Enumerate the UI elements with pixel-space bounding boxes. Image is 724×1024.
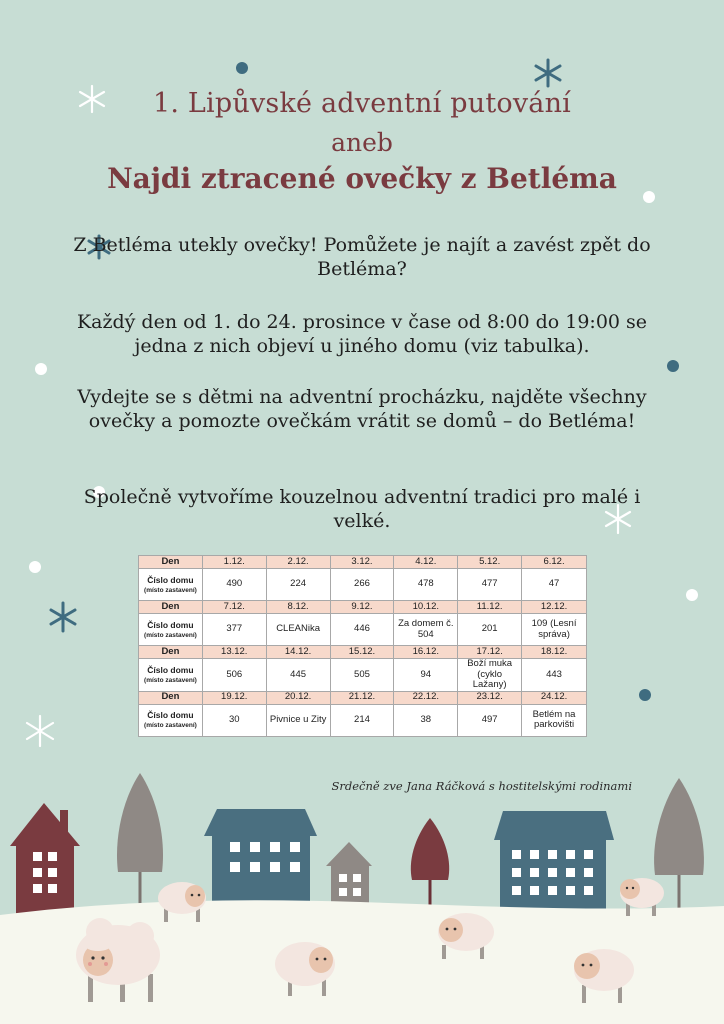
walk-paragraph: Vydejte se s dětmi na adventní procházku, najděte všechny ovečky a pomozte ovečkám vrátit se domů – do Betléma! [77, 386, 647, 432]
day-cell: 14.12. [266, 646, 330, 659]
day-cell: 9.12. [330, 601, 394, 614]
house-cell: Za domem č. 504 [394, 614, 458, 646]
house-sublabel: (místo zastavení) [144, 631, 197, 639]
house-sublabel: (místo zastavení) [144, 586, 197, 594]
table-row [139, 691, 587, 704]
day-cell: 17.12. [458, 646, 522, 659]
house-label [139, 569, 203, 601]
house-label-text: Číslo domu [147, 664, 194, 675]
house-cell: 201 [458, 614, 522, 646]
day-cell: 7.12. [202, 601, 266, 614]
house-label [139, 659, 203, 692]
table-row [139, 601, 587, 614]
house-cell: Boží muka (cyklo Lažany) [458, 659, 522, 692]
day-cell: 2.12. [266, 556, 330, 569]
house-label-text: Číslo domu [147, 574, 194, 585]
schedule-paragraph: Každý den od 1. do 24. prosince v čase od 8:00 do 19:00 se jedna z nich objeví u jiného domu (viz tabulka). [76, 311, 648, 357]
day-cell: 21.12. [330, 691, 394, 704]
house-icon [204, 809, 317, 908]
house-cell: 94 [394, 659, 458, 692]
house-cell: 109 (Lesní správa) [522, 614, 587, 646]
house-label-text: Číslo domu [147, 619, 194, 630]
day-cell: 6.12. [522, 556, 587, 569]
house-cell: CLEANika [266, 614, 330, 646]
table-row [139, 659, 587, 692]
day-cell: 22.12. [394, 691, 458, 704]
house-cell: 38 [394, 704, 458, 736]
day-cell: 15.12. [330, 646, 394, 659]
day-cell: 1.12. [202, 556, 266, 569]
house-cell: Betlém na parkovišti [522, 704, 587, 736]
title-line-1: 1. Lipůvské adventní putování [152, 88, 572, 119]
house-cell: 497 [458, 704, 522, 736]
house-cell: Pivnice u Zity [266, 704, 330, 736]
house-cell: 445 [266, 659, 330, 692]
day-cell: 3.12. [330, 556, 394, 569]
day-cell: 23.12. [458, 691, 522, 704]
day-cell: 24.12. [522, 691, 587, 704]
day-cell: 4.12. [394, 556, 458, 569]
house-cell: 506 [202, 659, 266, 692]
snowflake-icon [27, 716, 53, 746]
table-row [139, 569, 587, 601]
house-icon [494, 811, 614, 916]
house-cell: 30 [202, 704, 266, 736]
intro-paragraph: Z Betléma utekly ovečky! Pomůžete je najít a zavést zpět do Betléma? [73, 234, 651, 280]
house-cell: 505 [330, 659, 394, 692]
signature: Srdečně zve Jana Ráčková s hostitelskými rodinami [331, 779, 632, 793]
title-line-2: aneb [331, 128, 393, 157]
house-cell: 266 [330, 569, 394, 601]
day-cell: 19.12. [202, 691, 266, 704]
star-icon [536, 60, 560, 86]
day-cell: 18.12. [522, 646, 587, 659]
tree-icon [411, 818, 449, 905]
house-label [139, 704, 203, 736]
house-cell: 446 [330, 614, 394, 646]
day-cell: 11.12. [458, 601, 522, 614]
day-cell: 12.12. [522, 601, 587, 614]
day-cell: 13.12. [202, 646, 266, 659]
house-sublabel: (místo zastavení) [144, 722, 197, 729]
house-cell: 47 [522, 569, 587, 601]
table-row [139, 646, 587, 659]
house-cell: 477 [458, 569, 522, 601]
tradition-paragraph: Společně vytvoříme kouzelnou adventní tradici pro malé i velké. [83, 486, 641, 532]
day-cell: 8.12. [266, 601, 330, 614]
table-row [139, 556, 587, 569]
house-cell: 377 [202, 614, 266, 646]
house-sublabel: (místo zastavení) [144, 676, 197, 684]
star-icon [51, 603, 75, 631]
day-label: Den [139, 646, 203, 659]
house-icon [10, 803, 80, 918]
day-label: Den [139, 556, 203, 569]
schedule-table [138, 555, 587, 737]
day-cell: 5.12. [458, 556, 522, 569]
house-cell: 214 [330, 704, 394, 736]
house-label-text: Číslo domu [147, 710, 194, 720]
table-row [139, 704, 587, 736]
house-cell: 478 [394, 569, 458, 601]
house-cell: 443 [522, 659, 587, 692]
house-label [139, 614, 203, 646]
house-cell: 490 [202, 569, 266, 601]
day-label: Den [139, 601, 203, 614]
day-cell: 16.12. [394, 646, 458, 659]
day-cell: 20.12. [266, 691, 330, 704]
day-label: Den [139, 691, 203, 704]
day-cell: 10.12. [394, 601, 458, 614]
table-row [139, 614, 587, 646]
title-line-3: Najdi ztracené ovečky z Betléma [107, 162, 617, 195]
house-cell: 224 [266, 569, 330, 601]
